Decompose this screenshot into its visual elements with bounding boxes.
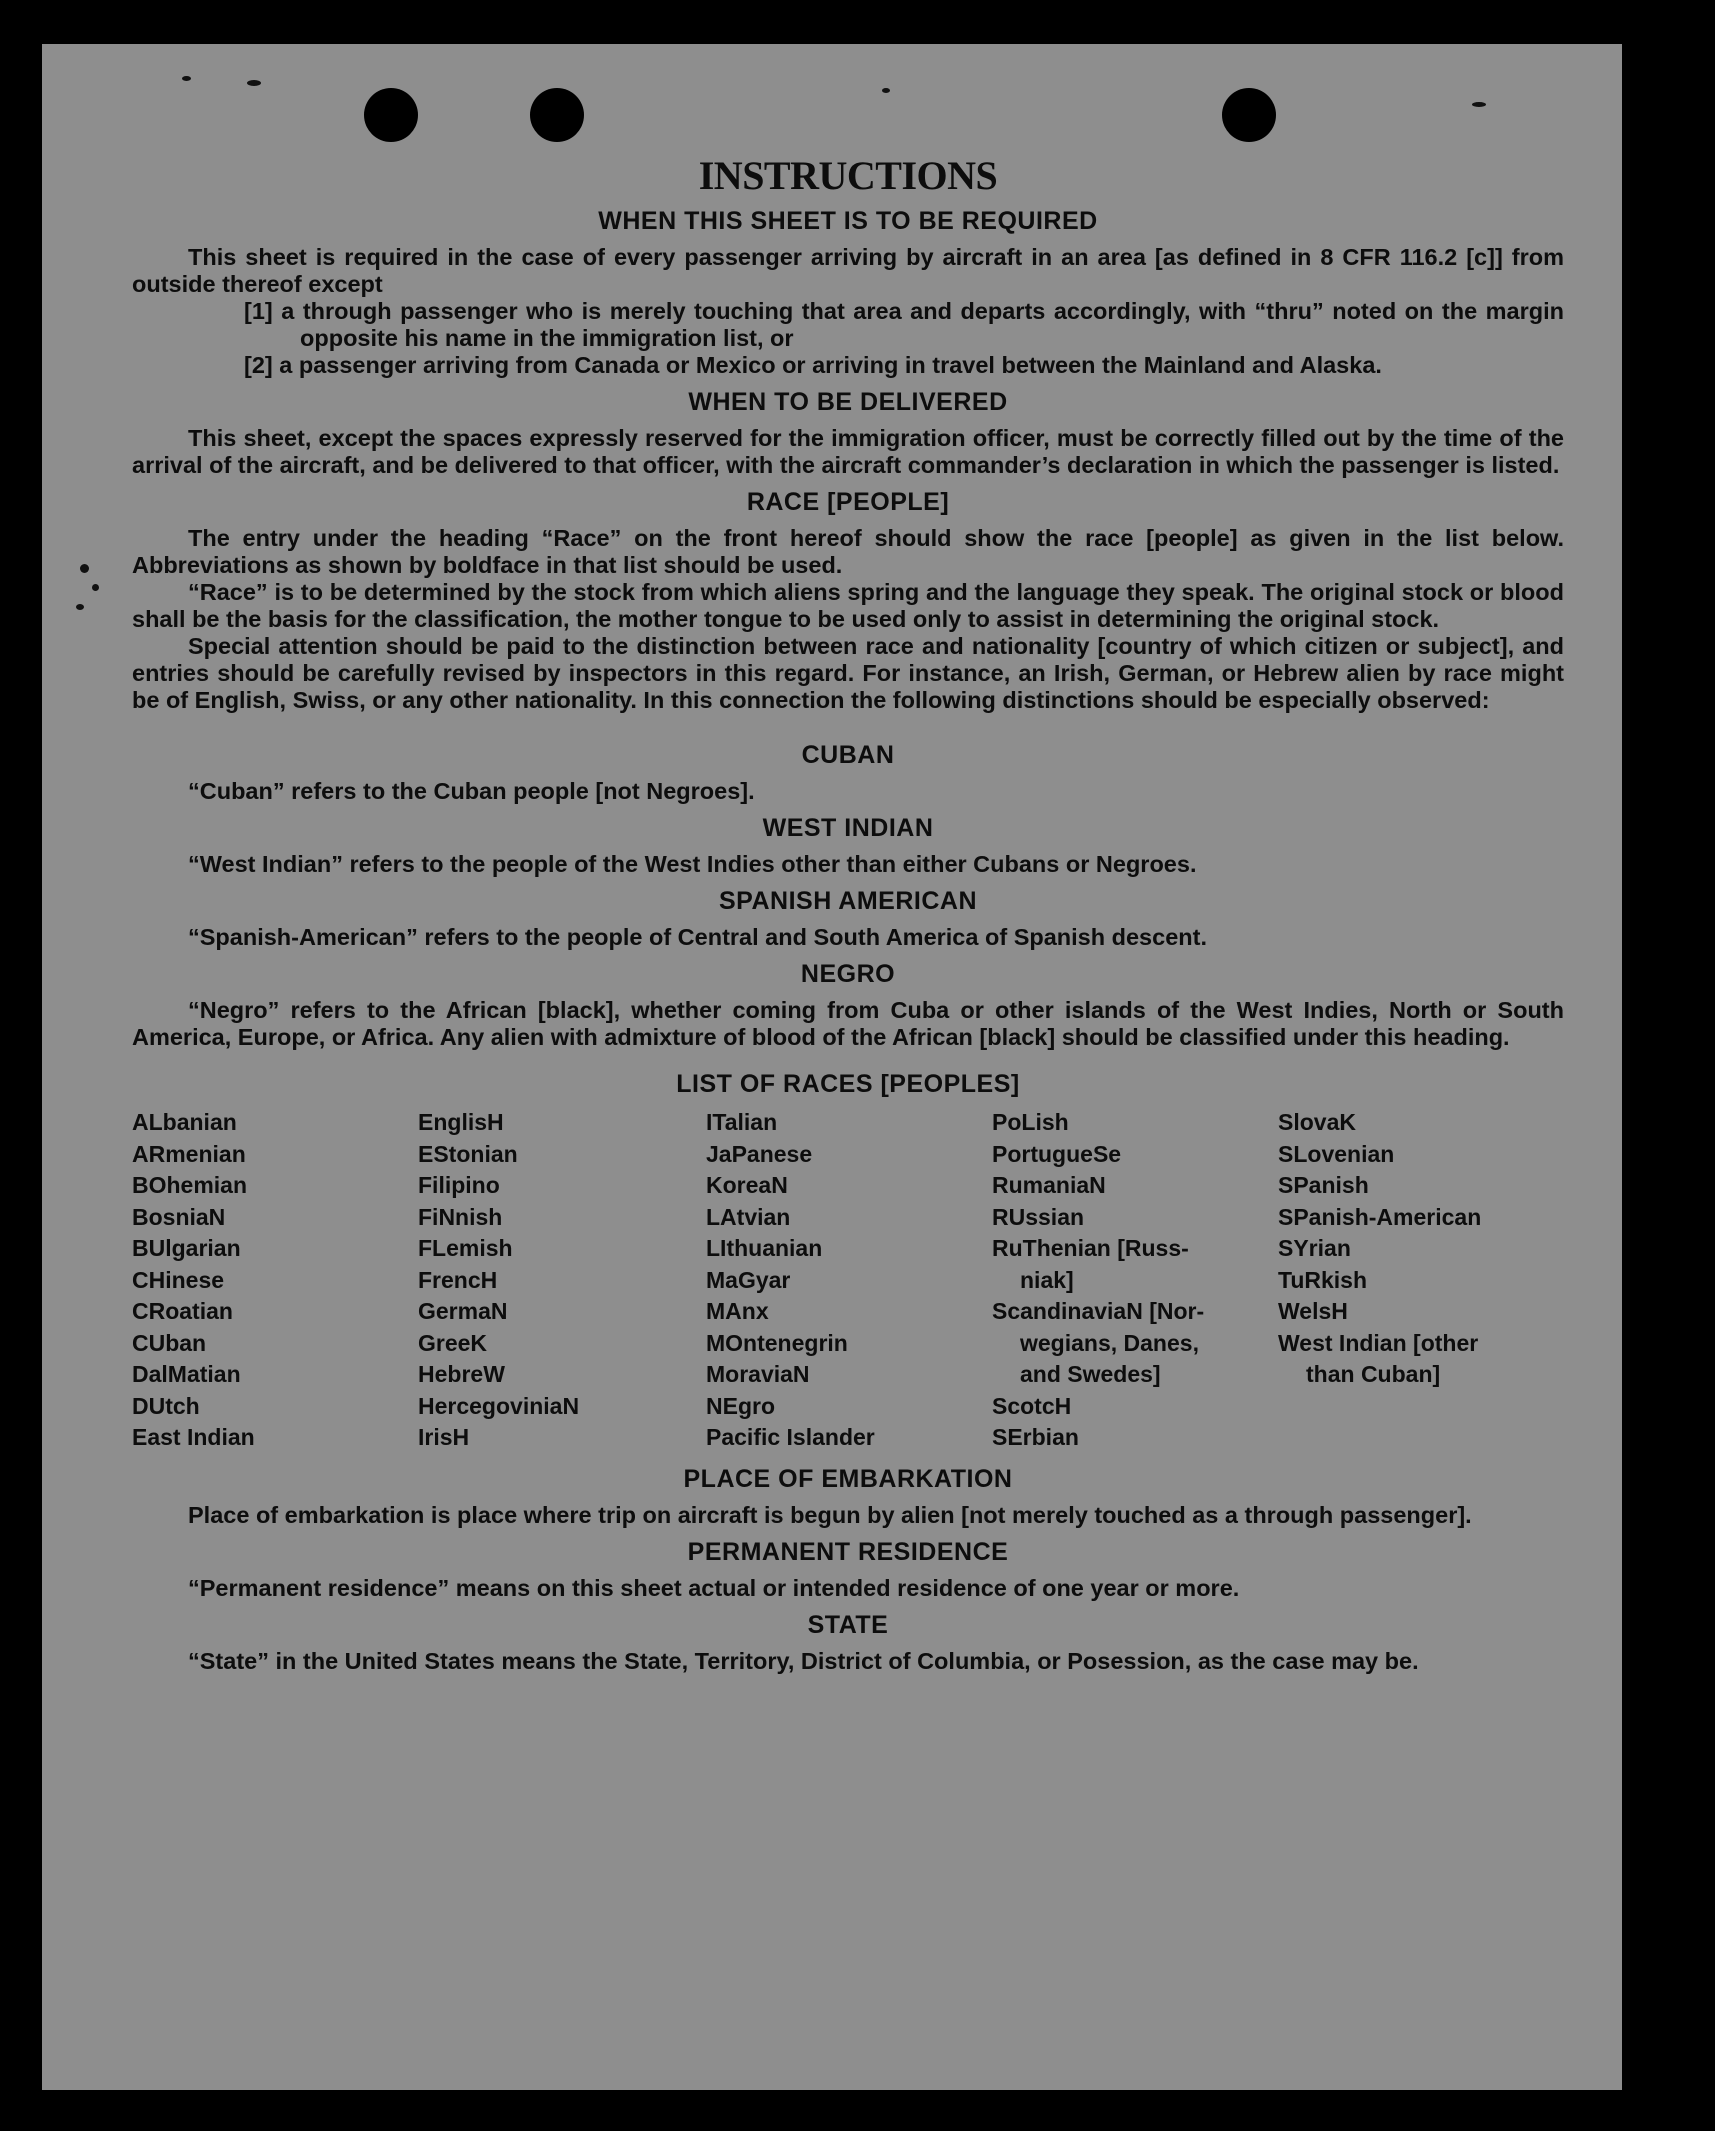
item-text: a through passenger who is merely touching that area and departs accordingly, with “thru” noted on the margin opposite his name in the immigration list, or [281, 298, 1565, 351]
race-item [418, 1265, 706, 1297]
ink-speck [1472, 102, 1486, 107]
race-name: Pacific Islander [706, 1424, 875, 1450]
race-item [132, 1296, 418, 1328]
race-name: FiNnish [418, 1203, 503, 1230]
embarkation-text: Place of embarkation is place where trip on aircraft is begun by alien [not merely touched as a through passenger]. [188, 1501, 1472, 1528]
race-item [1278, 1107, 1564, 1139]
race-item [992, 1233, 1278, 1296]
race-name: ITalian [706, 1109, 778, 1135]
race-column [706, 1107, 992, 1454]
race-name: SErbian [992, 1424, 1079, 1450]
race-item [132, 1265, 418, 1297]
race-item [706, 1202, 992, 1234]
race-paragraph: “Race” is to be determined by the stock from which aliens spring and the language they speak. The original stock or blood shall be the basis for the classification, the mother tongue to be used only to assist in determining the original stock. [132, 579, 1564, 632]
race-name: EnglisH [418, 1109, 504, 1135]
race-name: BUlgarian [132, 1235, 241, 1261]
race-item [132, 1359, 418, 1391]
document-sheet [42, 44, 1622, 2090]
race-item [1278, 1265, 1564, 1297]
race-item [992, 1391, 1278, 1423]
race-column [132, 1107, 418, 1454]
required-item-1 [244, 298, 1564, 352]
section-heading-required: WHEN THIS SHEET IS TO BE REQUIRED [598, 207, 1098, 235]
race-name-continued: than Cuban] [1306, 1361, 1441, 1387]
punch-hole [530, 88, 584, 142]
required-item-2 [244, 352, 1564, 379]
race-name: CUban [132, 1329, 207, 1356]
race-item [132, 1139, 418, 1171]
race-name: KoreaN [706, 1172, 788, 1198]
instructions-content [132, 154, 1564, 1675]
race-item [132, 1328, 418, 1360]
section-heading-delivered: WHEN TO BE DELIVERED [688, 388, 1008, 416]
ink-speck [92, 584, 99, 591]
race-item [1278, 1202, 1564, 1234]
ink-speck [80, 564, 89, 573]
race-item [706, 1265, 992, 1297]
section-heading-residence: PERMANENT RESIDENCE [687, 1537, 1009, 1566]
required-intro: This sheet is required in the case of every passenger arriving by aircraft in an area [as defined in 8 CFR 116.2 [c]] from outside thereof except [132, 244, 1564, 297]
race-name-continued: niak] [1020, 1266, 1074, 1293]
race-name: ARmenian [132, 1140, 246, 1167]
race-item [418, 1170, 706, 1202]
page-title: INSTRUCTIONS [698, 153, 998, 198]
race-name-continued: wegians, Danes, [1020, 1329, 1199, 1356]
race-name: East Indian [132, 1424, 255, 1450]
race-name: JaPanese [706, 1140, 813, 1167]
race-name: HebreW [418, 1361, 505, 1387]
race-item [706, 1233, 992, 1265]
section-heading-west-indian: WEST INDIAN [762, 814, 934, 842]
punch-hole [364, 88, 418, 142]
race-item [418, 1296, 706, 1328]
race-item [418, 1391, 706, 1423]
section-heading-race: RACE [PEOPLE] [746, 488, 950, 516]
race-name-continued: and Swedes] [1020, 1361, 1161, 1387]
race-name: SLovenian [1278, 1140, 1395, 1167]
race-list [132, 1107, 1564, 1454]
race-item [992, 1202, 1278, 1234]
race-item [132, 1422, 418, 1454]
race-item [132, 1170, 418, 1202]
race-name: West Indian [other [1278, 1329, 1479, 1356]
race-name: MoraviaN [706, 1361, 810, 1387]
race-name: RumaniaN [992, 1172, 1106, 1198]
race-item [706, 1296, 992, 1328]
race-item [992, 1422, 1278, 1454]
west-indian-text: “West Indian” refers to the people of the West Indies other than either Cubans or Negroes. [188, 851, 1197, 877]
section-heading-cuban: CUBAN [801, 741, 895, 769]
section-heading-spanish-american: SPANISH AMERICAN [718, 887, 977, 915]
race-name: GermaN [418, 1298, 508, 1324]
race-item [132, 1391, 418, 1423]
race-item [418, 1422, 706, 1454]
race-item [706, 1170, 992, 1202]
race-name: MOntenegrin [706, 1329, 848, 1356]
spanish-american-text: “Spanish-American” refers to the people of Central and South America of Spanish descent. [188, 924, 1207, 950]
race-name: LAtvian [706, 1203, 791, 1230]
race-name: LIthuanian [706, 1235, 823, 1261]
section-heading-negro: NEGRO [800, 960, 896, 988]
item-number: [1] [244, 298, 273, 324]
race-name: ALbanian [132, 1109, 237, 1135]
race-item [706, 1422, 992, 1454]
residence-text: “Permanent residence” means on this sheet actual or intended residence of one year or more. [188, 1574, 1240, 1601]
race-name: FrencH [418, 1266, 498, 1293]
section-heading-embarkation: PLACE OF EMBARKATION [683, 1464, 1013, 1493]
race-item [418, 1359, 706, 1391]
race-item [1278, 1296, 1564, 1328]
item-number: [2] [244, 352, 273, 378]
negro-text: “Negro” refers to the African [black], whether coming from Cuba or other islands of the West Indies, North or South America, Europe, or Africa. Any alien with admixture of blood of the African [black] should be classified under this heading. [132, 997, 1564, 1050]
race-item [418, 1233, 706, 1265]
race-item [132, 1233, 418, 1265]
race-name: GreeK [418, 1329, 488, 1356]
ink-speck [76, 604, 84, 610]
state-text: “State” in the United States means the State, Territory, District of Columbia, or Posession, as the case may be. [188, 1647, 1419, 1674]
race-name: BOhemian [132, 1172, 248, 1198]
race-name: SPanish [1278, 1172, 1369, 1198]
race-name: EStonian [418, 1140, 518, 1167]
race-name: Filipino [418, 1172, 500, 1198]
race-name: SPanish-American [1278, 1203, 1482, 1230]
race-name: SlovaK [1278, 1109, 1356, 1135]
race-name: WelsH [1278, 1298, 1348, 1324]
delivered-text: This sheet, except the spaces expressly reserved for the immigration officer, must be correctly filled out by the time of the arrival of the aircraft, and be delivered to that officer, with the aircraft commander’s declaration in which the passenger is listed. [132, 425, 1564, 478]
race-name: PortugueSe [992, 1140, 1122, 1167]
race-name: ScandinaviaN [Nor- [992, 1298, 1205, 1324]
race-name: ScotcH [992, 1392, 1072, 1419]
race-item [418, 1107, 706, 1139]
section-heading-state: STATE [807, 1610, 889, 1639]
race-item [706, 1359, 992, 1391]
race-item [706, 1328, 992, 1360]
ink-speck [182, 76, 191, 81]
race-item [132, 1107, 418, 1139]
race-item [992, 1139, 1278, 1171]
race-paragraph: The entry under the heading “Race” on the front hereof should show the race [people] as given in the list below. Abbreviations as shown by boldface in that list should be used. [132, 525, 1564, 578]
race-name: DalMatian [132, 1361, 241, 1387]
race-item [1278, 1170, 1564, 1202]
ink-speck [882, 88, 890, 93]
race-name: NEgro [706, 1392, 775, 1419]
race-item [1278, 1233, 1564, 1265]
race-name: CHinese [132, 1266, 225, 1293]
punch-hole [1222, 88, 1276, 142]
race-name: RUssian [992, 1203, 1085, 1230]
race-item [706, 1107, 992, 1139]
race-item [418, 1202, 706, 1234]
race-name: SYrian [1278, 1235, 1351, 1261]
race-name: FLemish [418, 1235, 513, 1261]
race-column [992, 1107, 1278, 1454]
race-item [132, 1202, 418, 1234]
race-item [418, 1328, 706, 1360]
race-name: TuRkish [1278, 1266, 1368, 1293]
race-name: CRoatian [132, 1298, 233, 1324]
race-item [992, 1170, 1278, 1202]
race-name: HercegoviniaN [418, 1392, 580, 1419]
race-column [418, 1107, 706, 1454]
race-item [706, 1139, 992, 1171]
race-item [1278, 1139, 1564, 1171]
section-heading-list-of-races: LIST OF RACES [PEOPLES] [676, 1070, 1020, 1098]
race-name: DUtch [132, 1392, 200, 1419]
race-item [992, 1107, 1278, 1139]
race-name: PoLish [992, 1109, 1069, 1135]
ink-speck [247, 80, 261, 86]
race-name: MaGyar [706, 1266, 791, 1293]
race-name: BosniaN [132, 1203, 226, 1230]
race-paragraph: Special attention should be paid to the distinction between race and nationality [country of which citizen or subject], and entries should be carefully revised by inspectors in this regard. For instance, an Irish, German, or Hebrew alien by race might be of English, Swiss, or any other nationality. In this connection the following distinctions should be especially observed: [132, 633, 1564, 713]
race-name: IrisH [418, 1424, 470, 1450]
race-name: RuThenian [Russ- [992, 1235, 1189, 1261]
race-item [1278, 1328, 1564, 1391]
race-item [706, 1391, 992, 1423]
cuban-text: “Cuban” refers to the Cuban people [not Negroes]. [188, 778, 755, 804]
race-column [1278, 1107, 1564, 1454]
race-name: MAnx [706, 1298, 769, 1324]
race-item [992, 1296, 1278, 1391]
race-item [418, 1139, 706, 1171]
item-text: a passenger arriving from Canada or Mexico or arriving in travel between the Mainland and Alaska. [279, 352, 1382, 378]
